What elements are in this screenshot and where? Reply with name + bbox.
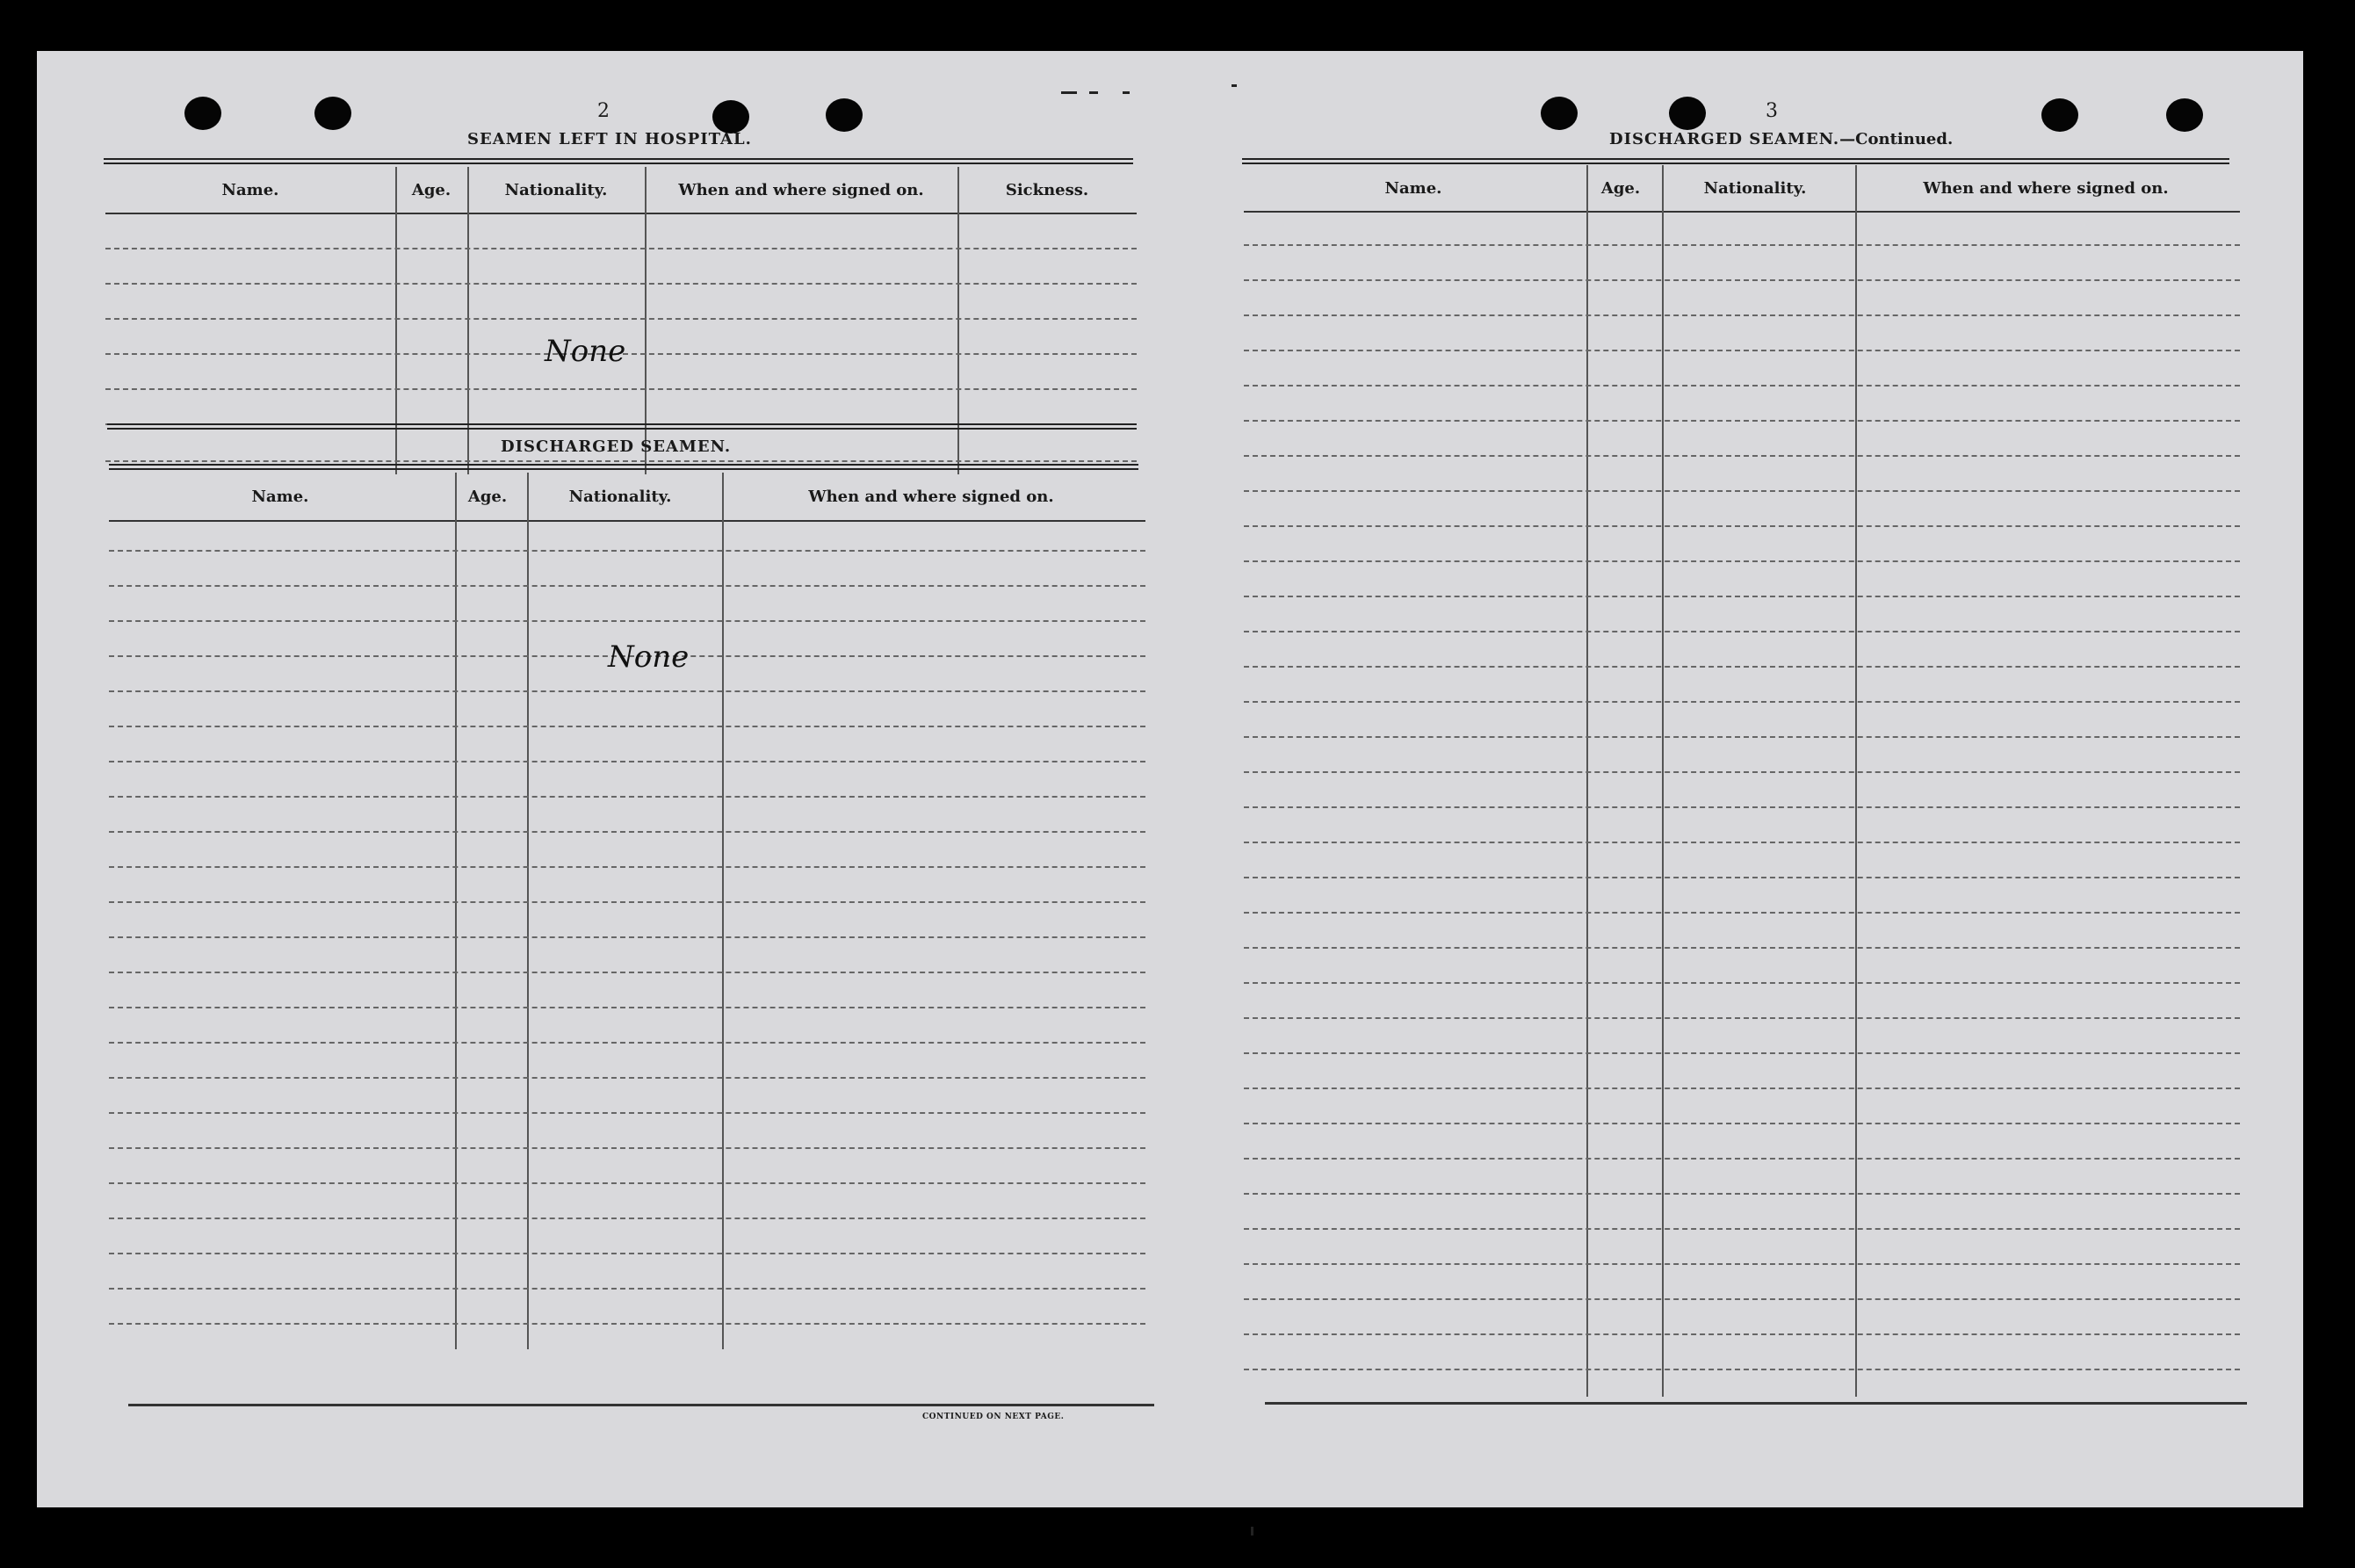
title-main: DISCHARGED SEAMEN. bbox=[1609, 130, 1840, 148]
table-row bbox=[109, 1077, 1145, 1079]
discharged-continued-title bbox=[1609, 130, 1953, 148]
table-row bbox=[1244, 666, 2240, 668]
discharged-section-title: DISCHARGED SEAMEN. bbox=[501, 437, 732, 456]
table-row bbox=[109, 1112, 1145, 1114]
table-row bbox=[109, 1182, 1145, 1184]
column-header-name: Name. bbox=[221, 180, 279, 199]
table-row bbox=[1244, 1263, 2240, 1265]
table-row bbox=[1244, 1087, 2240, 1089]
table-row bbox=[1244, 385, 2240, 387]
table-row bbox=[1244, 1017, 2240, 1019]
right-page bbox=[1170, 51, 2303, 1507]
table-row bbox=[109, 1323, 1145, 1325]
table-row bbox=[1244, 560, 2240, 562]
table-row bbox=[105, 318, 1137, 320]
handwritten-entry: None bbox=[608, 639, 690, 675]
column-header-age: Age. bbox=[467, 487, 508, 506]
column-header-nationality: Nationality. bbox=[568, 487, 672, 506]
table-row bbox=[109, 1007, 1145, 1008]
table-row bbox=[1244, 877, 2240, 878]
table-row bbox=[1244, 947, 2240, 949]
table-row bbox=[1244, 350, 2240, 351]
column-header-age: Age. bbox=[411, 180, 451, 199]
column-header-age: Age. bbox=[1600, 178, 1641, 198]
table-row bbox=[1244, 244, 2240, 246]
title-rule bbox=[1242, 158, 2229, 164]
table-row bbox=[109, 866, 1145, 868]
column-header-signed-on: When and where signed on. bbox=[678, 180, 924, 199]
bottom-rule bbox=[1265, 1402, 2247, 1405]
table-row bbox=[109, 901, 1145, 903]
table-row bbox=[109, 690, 1145, 692]
table-row bbox=[1244, 525, 2240, 527]
page-number: 3 bbox=[1766, 100, 1778, 122]
column-header-nationality: Nationality. bbox=[1703, 178, 1807, 198]
table-row bbox=[109, 1042, 1145, 1044]
table-row bbox=[1244, 596, 2240, 597]
section-rule bbox=[109, 464, 1138, 470]
ink-mark bbox=[1251, 1527, 1253, 1535]
table-row bbox=[1244, 1369, 2240, 1370]
discharged-continued-table bbox=[1244, 165, 2240, 1404]
table-header bbox=[109, 473, 1145, 522]
table-row bbox=[1244, 1298, 2240, 1300]
column-header-sickness: Sickness. bbox=[1005, 180, 1089, 199]
handwritten-entry: None bbox=[545, 334, 626, 369]
table-row bbox=[1244, 279, 2240, 281]
table-row bbox=[1244, 1228, 2240, 1230]
table-row bbox=[1244, 1052, 2240, 1054]
table-row bbox=[1244, 982, 2240, 984]
table-row bbox=[109, 550, 1145, 552]
hospital-section-title: SEAMEN LEFT IN HOSPITAL. bbox=[467, 130, 752, 148]
table-header bbox=[105, 167, 1137, 214]
left-page bbox=[37, 51, 1170, 1507]
table-row bbox=[109, 726, 1145, 727]
table-row bbox=[105, 283, 1137, 285]
title-rule bbox=[104, 158, 1133, 164]
bottom-rule bbox=[128, 1404, 1154, 1406]
table-row bbox=[105, 248, 1137, 249]
table-row bbox=[109, 796, 1145, 798]
table-row bbox=[1244, 736, 2240, 738]
table-row bbox=[109, 1253, 1145, 1254]
column-header-signed-on: When and where signed on. bbox=[1923, 178, 2169, 198]
discharged-table bbox=[109, 473, 1145, 1404]
section-rule bbox=[107, 423, 1137, 430]
table-row bbox=[1244, 912, 2240, 914]
table-row bbox=[109, 972, 1145, 973]
table-row bbox=[1244, 1193, 2240, 1195]
table-header bbox=[1244, 165, 2240, 213]
table-row bbox=[105, 460, 1137, 462]
table-row bbox=[1244, 701, 2240, 703]
table-row bbox=[1244, 842, 2240, 843]
table-row bbox=[109, 585, 1145, 587]
document-sheet bbox=[37, 51, 2303, 1507]
table-row bbox=[109, 620, 1145, 622]
table-row bbox=[109, 1218, 1145, 1219]
table-row bbox=[109, 1147, 1145, 1149]
table-row bbox=[1244, 1333, 2240, 1335]
table-row bbox=[1244, 771, 2240, 773]
table-row bbox=[109, 936, 1145, 938]
table-row bbox=[109, 761, 1145, 762]
table-row bbox=[1244, 490, 2240, 492]
table-row bbox=[1244, 455, 2240, 457]
table-row bbox=[109, 831, 1145, 833]
table-row bbox=[1244, 420, 2240, 422]
table-row bbox=[1244, 314, 2240, 316]
table-row bbox=[1244, 631, 2240, 632]
page-number: 2 bbox=[597, 100, 610, 122]
table-row bbox=[1244, 1158, 2240, 1160]
table-row bbox=[109, 1288, 1145, 1290]
column-header-name: Name. bbox=[1384, 178, 1442, 198]
column-header-nationality: Nationality. bbox=[504, 180, 608, 199]
table-row bbox=[105, 388, 1137, 390]
table-row bbox=[1244, 806, 2240, 808]
column-header-signed-on: When and where signed on. bbox=[808, 487, 1054, 506]
continued-note: CONTINUED ON NEXT PAGE. bbox=[922, 1413, 1065, 1421]
table-row bbox=[1244, 1123, 2240, 1124]
column-header-name: Name. bbox=[251, 487, 309, 506]
title-continued: —Continued. bbox=[1839, 130, 1954, 148]
